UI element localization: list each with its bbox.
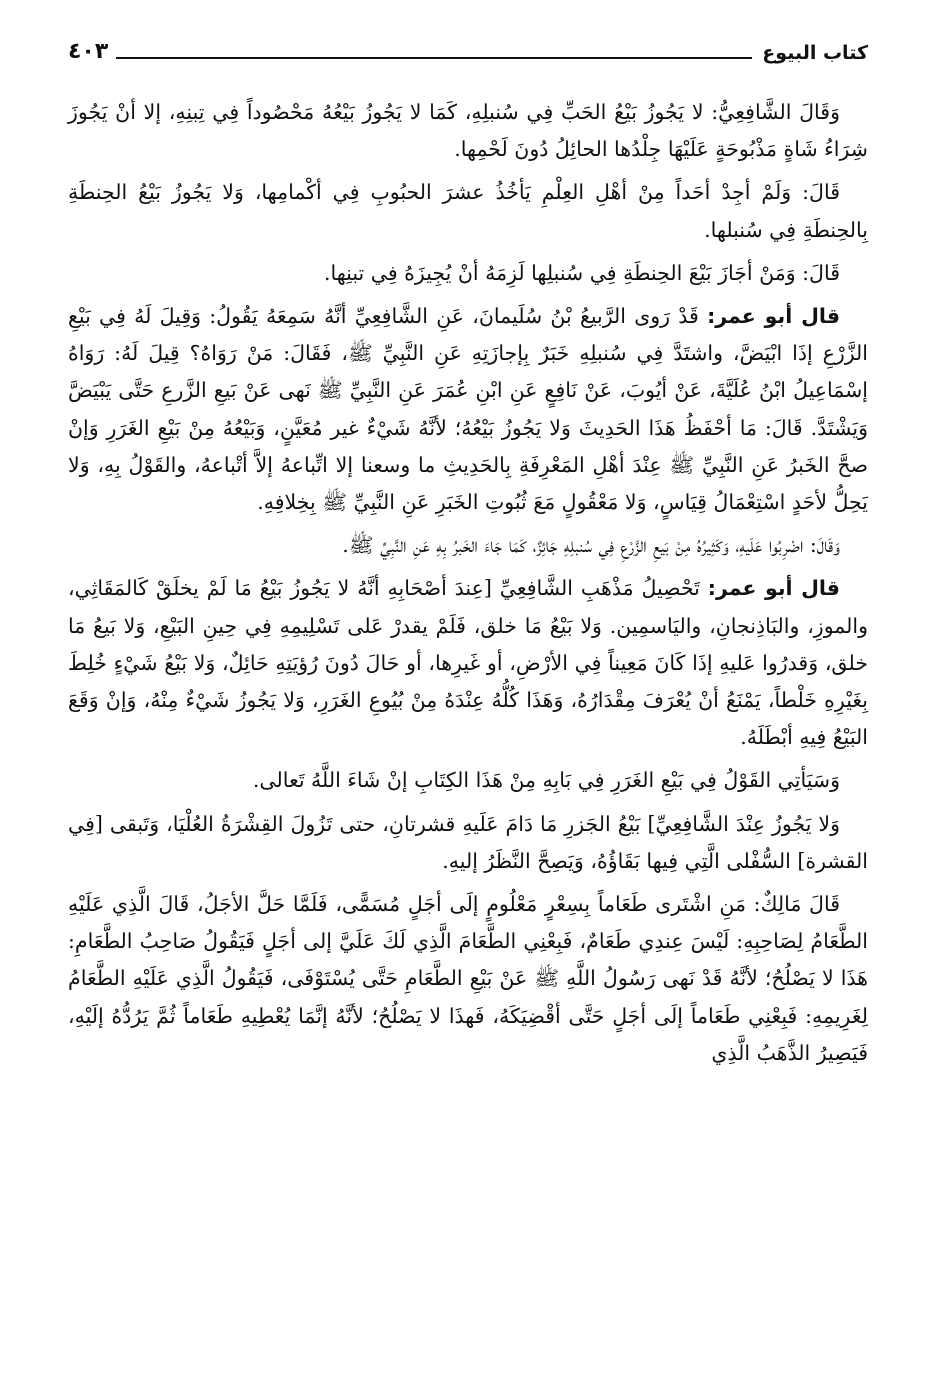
page-body <box>68 94 868 1072</box>
paragraph-text: وَقَالَ الشَّافِعِيُّ: لا يَجُوزُ بَيْعُ الحَبِّ فِي سُنبلِهِ، كَمَا لا يَجُوزُ بَيْعُهُ مَحْصُوداً فِي تِبنِهِ، إلا أنْ يَجُوزَ شِرَاءُ شَاةٍ مَذْبُوحَةٍ عَلَيْهَا جِلْدُها الحائِلُ دُونَ لَحْمِها. <box>68 100 868 162</box>
paragraph <box>68 94 868 168</box>
paragraph-text: وَلا يَجُوزُ عِنْدَ الشَّافِعِيِّ] بَيْعُ الجَزرِ مَا دَامَ عَلَيهِ قشرتانِ، حتى تَزُولَ القِشْرَةُ العُلْيَا، وَتَبقى [فِي القشرة] السُّفْلى الَّتِي فِيها بَقَاؤُهُ، وَيَصِحَّ النَّظَرُ إليهِ. <box>68 811 868 873</box>
paragraph <box>68 762 868 799</box>
paragraph-text: قَالَ مَالِكٌ: مَنِ اشْتَرى طَعَاماً بِسِعْرٍ مَعْلُومٍ إلَى أجَلٍ مُسَمًّى، فَلَمَّا حَلَّ الأجَلُ، قَالَ الَّذِي عَلَيْهِ الطَّعَامُ لِصَاحِبِهِ: لَيْسَ عِندِي طَعَامٌ، فَبِعْنِي الطَّعَامَ الَّذِي لَكَ عَلَيَّ إلى أجَلٍ فَيَقُولُ صَاحِبُ الطَّعَامِ: هَذَا لا يَصْلُحُ؛ لأنَّهُ قَدْ نَهى رَسُولُ اللَّهِ ﷺ عَنْ بَيْعِ الطَّعَامِ حَتَّى يُسْتَوْفَى، فَيَقُولُ الَّذِي عَلَيْهِ الطَّعَامُ لِغَرِيمِهِ: فَبِعْنِي طَعَاماً إلَى أجَلٍ حَتَّى أقْضِيَكَهُ، فَهذَا لا يَصْلُحُ؛ لأنَّهُ إنَّمَا يُعْطِيهِ طَعَاماً ثُمَّ يَرُدُّهُ إلَيْهِ، فَيَصِيرُ الذَّهَبُ الَّذِي <box>68 892 868 1065</box>
paragraph-text: قَدْ رَوى الرَّبيعُ بْنُ سُلَيمانَ، عَنِ الشَّافِعِيِّ أنَّهُ سَمِعَهُ يَقُولُ: وَقِيلَ لَهُ فِي بَيْعِ الزَّرْعِ إذَا ابْيَضَّ، واشتَدَّ فِي سُنبلِهِ خَبَرٌ بِإجازَتِهِ عَنِ النَّبِيِّ ﷺ، فَقَالَ: مَنْ رَوَاهُ؟ قِيلَ لَهُ: رَوَاهُ إسْمَاعِيلُ ابْنُ عُلَيَّةَ، عَنْ أيُوبَ، عَنْ نَافِعٍ عَنِ ابْنِ عُمَرَ عَنِ النَّبِيِّ ﷺ نَهى عَنْ بَيعِ الزَّرعِ حَتَّى يَبْيَضَّ وَيَشْتَدَّ. قَالَ: مَا أحْفَظُ هَذَا الحَدِيثَ وَلا يَجُوزُ بَيْعُهُ؛ لأنَّهُ شَيْءٌ غير مُعَيَّنٍ، وَبَيْعُهُ مِنْ بَيْعِ الغَرَرِ وَإنْ صحَّ الخَبرُ عَنِ النَّبِيِّ ﷺ عِنْدَ أهْلِ المَعْرِفَةِ بِالحَدِيثِ ما وسعنا إلا اتِّباعهُ إلاَّ أتْباعهُ، والقَوْلُ بِهِ، وَلا يَحِلُّ لأحَدٍ اسْتِعْمَالُ قِيَاسٍ، وَلا مَعْقُولٍ مَعَ ثُبُوتِ الخَبَرِ عَنِ النَّبِيِّ ﷺ بِخِلافِهِ. <box>68 304 868 515</box>
book-title: كتاب البيوع <box>762 42 868 64</box>
book-page <box>68 26 868 1366</box>
header-rule <box>116 57 752 59</box>
paragraph-text: تَحْصِيلُ مَذْهَبِ الشَّافِعِيِّ [عِندَ أصْحَابِهِ أنَّهُ لا يَجُوزُ بَيْعُ مَا لَمْ يخلَقْ كَالمَقَاثِي، والموزِ، والبَاذِنجانِ، واليَاسمِين. وَلا بَيْعُ مَا خلق، فَلَمْ يقدرْ عَلى تَسْلِيمِهِ فِي حِينِ البَيْعِ، وَلا بَيعُ مَا خلق، وَقدرُوا عَليهِ إذَا كَانَ مَعِيناً فِي الأرْضِ، أو غَيرِها، أو حَالَ دُونَ رُؤيَتِهِ حَائِلٌ، وَلا بَيْعُ شَيْءٍ خُلِطَ بِغَيْرِهِ خَلْطاً، يَمْنَعُ أنْ يُعْرَفَ مِقْدَارُهُ، وَهَذَا كُلُّهُ عِنْدَهُ مِنْ بُيُوعِ الغَرَرِ، وَلا يَجُوزُ شَيْءٌ مِنْهُ، وَإنْ وَقَعَ البَيْعُ فِيهِ أبْطَلَهُ. <box>68 576 868 750</box>
paragraph <box>68 527 868 564</box>
running-header <box>68 26 868 64</box>
paragraph <box>68 806 868 880</box>
page-number: ٤٠٣ <box>68 39 109 64</box>
paragraph <box>68 886 868 1072</box>
paragraph <box>68 570 868 756</box>
paragraph-text: وَسَيَأتِي القَوْلُ فِي بَيْعِ الغَرَرِ فِي بَابِهِ مِنْ هَذَا الكِتَابِ إنْ شَاءَ اللَّهُ تَعالى. <box>252 768 840 793</box>
paragraph-text: قَالَ: وَمَنْ أجَازَ بَيْعَ الحِنطَةِ فِي سُنبلِها لَزِمَهُ أنْ يُجِيزَهُ فِي تبنِها. <box>323 260 840 285</box>
paragraph-lead: قال أبو عمر: <box>707 304 840 329</box>
paragraph-lead: قال أبو عمر: <box>707 576 840 601</box>
paragraph-text: قَالَ: وَلَمْ أجِدْ أحَداً مِنْ أهْلِ العِلْمِ يَأخُذُ عشرَ الحبُوبِ فِي أكْمامِها، وَلا يَجُوزُ بَيْعُ الحِنطَةِ بِالحِنطَةِ فِي سُنبلها. <box>68 180 868 242</box>
paragraph <box>68 255 868 292</box>
paragraph <box>68 298 868 521</box>
paragraph-text: وَقَالَ: اضْرِبُوا عَلَيهِ، وَكَثِيرُهُ مِنْ بَيعِ الزَّرْعِ فِي سُنبلِهِ جَائِزٌ، كَمَا جَاءَ الخَبرُ بِهِ عَنِ النَّبِيِّ ﷺ. <box>342 533 840 558</box>
paragraph <box>68 174 868 248</box>
